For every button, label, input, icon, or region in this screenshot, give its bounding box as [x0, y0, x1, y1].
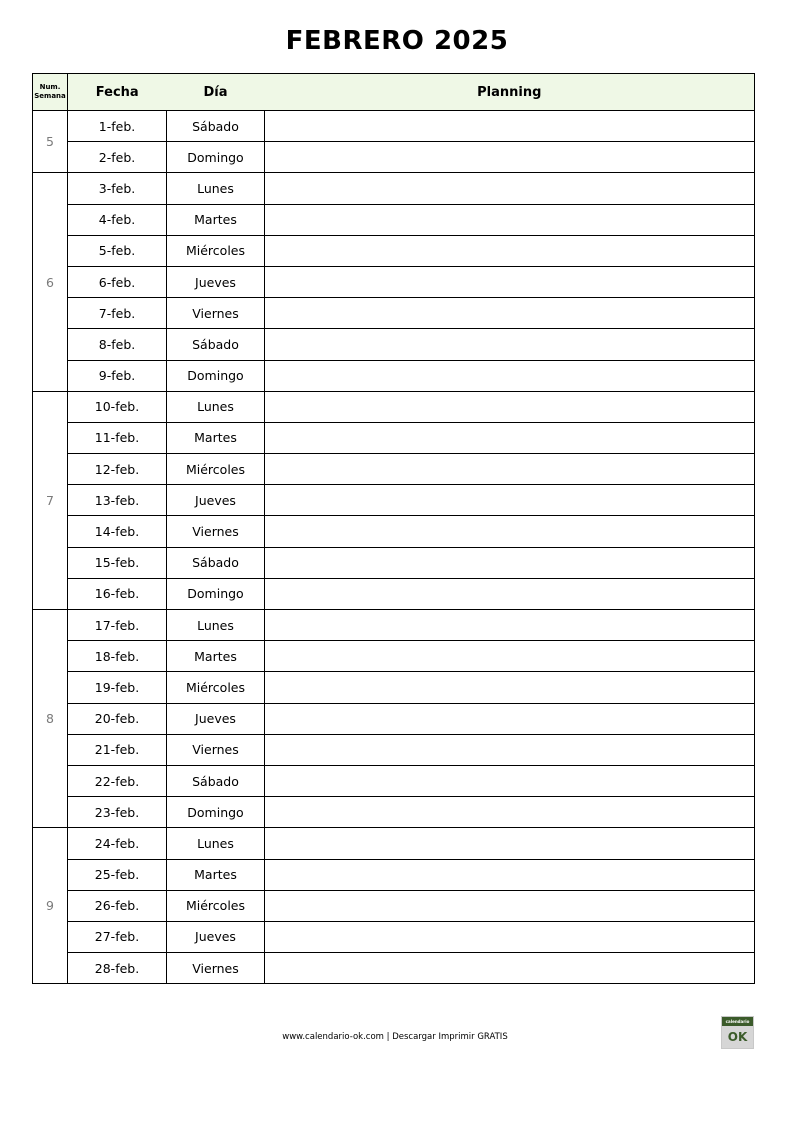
table-row [33, 672, 755, 703]
day-cell: Viernes [167, 953, 265, 984]
planning-table [32, 73, 755, 984]
day-cell: Lunes [167, 173, 265, 204]
planning-cell[interactable] [265, 797, 755, 828]
table-row [33, 765, 755, 796]
date-cell: 10-feb. [68, 391, 167, 422]
page-title: FEBRERO 2025 [285, 26, 509, 56]
date-cell: 27-feb. [68, 921, 167, 952]
day-cell: Sábado [167, 329, 265, 360]
day-cell: Miércoles [167, 890, 265, 921]
header-row [33, 74, 755, 111]
date-cell: 7-feb. [68, 298, 167, 329]
day-cell: Miércoles [167, 672, 265, 703]
day-cell: Viernes [167, 734, 265, 765]
table-row [33, 734, 755, 765]
footer-text: www.calendario-ok.com | Descargar Imprimir GRATIS [282, 1032, 508, 1042]
date-cell: 5-feb. [68, 235, 167, 266]
day-cell: Martes [167, 204, 265, 235]
table-row [33, 953, 755, 984]
date-cell: 18-feb. [68, 641, 167, 672]
day-cell: Miércoles [167, 454, 265, 485]
planning-cell[interactable] [265, 641, 755, 672]
date-cell: 11-feb. [68, 422, 167, 453]
table-row [33, 173, 755, 204]
week-number: 9 [33, 828, 68, 984]
day-cell: Domingo [167, 360, 265, 391]
day-cell: Domingo [167, 142, 265, 173]
table-row [33, 204, 755, 235]
date-cell: 12-feb. [68, 454, 167, 485]
table-row [33, 516, 755, 547]
planning-cell[interactable] [265, 734, 755, 765]
week-number-header: Num. Semana [33, 74, 68, 111]
day-cell: Martes [167, 422, 265, 453]
planning-cell[interactable] [265, 765, 755, 796]
logo-top-text: calendario [722, 1017, 753, 1026]
day-cell: Martes [167, 859, 265, 890]
planning-cell[interactable] [265, 921, 755, 952]
table-row [33, 391, 755, 422]
planning-cell[interactable] [265, 360, 755, 391]
planning-cell[interactable] [265, 235, 755, 266]
day-cell: Viernes [167, 516, 265, 547]
date-cell: 14-feb. [68, 516, 167, 547]
day-cell: Jueves [167, 266, 265, 297]
planner-body [33, 111, 755, 984]
date-cell: 3-feb. [68, 173, 167, 204]
planning-cell[interactable] [265, 516, 755, 547]
date-cell: 13-feb. [68, 485, 167, 516]
week-number: 8 [33, 610, 68, 828]
planning-cell[interactable] [265, 703, 755, 734]
day-cell: Sábado [167, 111, 265, 142]
day-cell: Sábado [167, 765, 265, 796]
date-cell: 24-feb. [68, 828, 167, 859]
date-cell: 8-feb. [68, 329, 167, 360]
planning-cell[interactable] [265, 485, 755, 516]
planning-cell[interactable] [265, 111, 755, 142]
planning-cell[interactable] [265, 391, 755, 422]
week-number: 6 [33, 173, 68, 391]
date-cell: 15-feb. [68, 547, 167, 578]
week-number: 5 [33, 111, 68, 173]
date-cell: 6-feb. [68, 266, 167, 297]
table-row [33, 610, 755, 641]
table-row [33, 859, 755, 890]
date-cell: 4-feb. [68, 204, 167, 235]
date-cell: 1-feb. [68, 111, 167, 142]
table-row [33, 547, 755, 578]
planning-cell[interactable] [265, 266, 755, 297]
date-cell: 16-feb. [68, 578, 167, 609]
day-cell: Jueves [167, 485, 265, 516]
planning-cell[interactable] [265, 859, 755, 890]
day-cell: Lunes [167, 610, 265, 641]
date-cell: 20-feb. [68, 703, 167, 734]
planning-cell[interactable] [265, 953, 755, 984]
week-number: 7 [33, 391, 68, 609]
table-row [33, 703, 755, 734]
day-cell: Lunes [167, 391, 265, 422]
date-cell: 21-feb. [68, 734, 167, 765]
planning-cell[interactable] [265, 672, 755, 703]
planning-cell[interactable] [265, 828, 755, 859]
table-row [33, 890, 755, 921]
date-cell: 17-feb. [68, 610, 167, 641]
date-cell: 26-feb. [68, 890, 167, 921]
table-row [33, 235, 755, 266]
planning-cell[interactable] [265, 422, 755, 453]
table-row [33, 360, 755, 391]
date-cell: 2-feb. [68, 142, 167, 173]
table-row [33, 422, 755, 453]
day-cell: Viernes [167, 298, 265, 329]
date-cell: 19-feb. [68, 672, 167, 703]
table-row [33, 485, 755, 516]
table-row [33, 641, 755, 672]
table-row [33, 111, 755, 142]
planning-cell[interactable] [265, 142, 755, 173]
planning-cell[interactable] [265, 454, 755, 485]
date-cell: 28-feb. [68, 953, 167, 984]
table-row [33, 797, 755, 828]
planning-cell[interactable] [265, 890, 755, 921]
table-row [33, 142, 755, 173]
planning-cell[interactable] [265, 298, 755, 329]
day-cell: Lunes [167, 828, 265, 859]
date-cell: 25-feb. [68, 859, 167, 890]
table-row [33, 329, 755, 360]
table-row [33, 298, 755, 329]
table-row [33, 921, 755, 952]
planning-cell[interactable] [265, 578, 755, 609]
day-cell: Domingo [167, 578, 265, 609]
day-cell: Sábado [167, 547, 265, 578]
date-cell: 9-feb. [68, 360, 167, 391]
table-row [33, 454, 755, 485]
day-cell: Miércoles [167, 235, 265, 266]
planning-cell[interactable] [265, 173, 755, 204]
table-row [33, 266, 755, 297]
day-cell: Martes [167, 641, 265, 672]
planning-cell[interactable] [265, 329, 755, 360]
planning-header: Planning [265, 74, 755, 111]
day-cell: Jueves [167, 921, 265, 952]
day-header: Día [167, 74, 265, 111]
planning-cell[interactable] [265, 204, 755, 235]
date-cell: 23-feb. [68, 797, 167, 828]
date-cell: 22-feb. [68, 765, 167, 796]
date-header: Fecha [68, 74, 167, 111]
planning-cell[interactable] [265, 610, 755, 641]
table-row [33, 578, 755, 609]
planning-cell[interactable] [265, 547, 755, 578]
table-row [33, 828, 755, 859]
logo-main-text: OK [727, 1030, 748, 1044]
day-cell: Domingo [167, 797, 265, 828]
calendario-ok-logo [721, 1016, 754, 1049]
day-cell: Jueves [167, 703, 265, 734]
